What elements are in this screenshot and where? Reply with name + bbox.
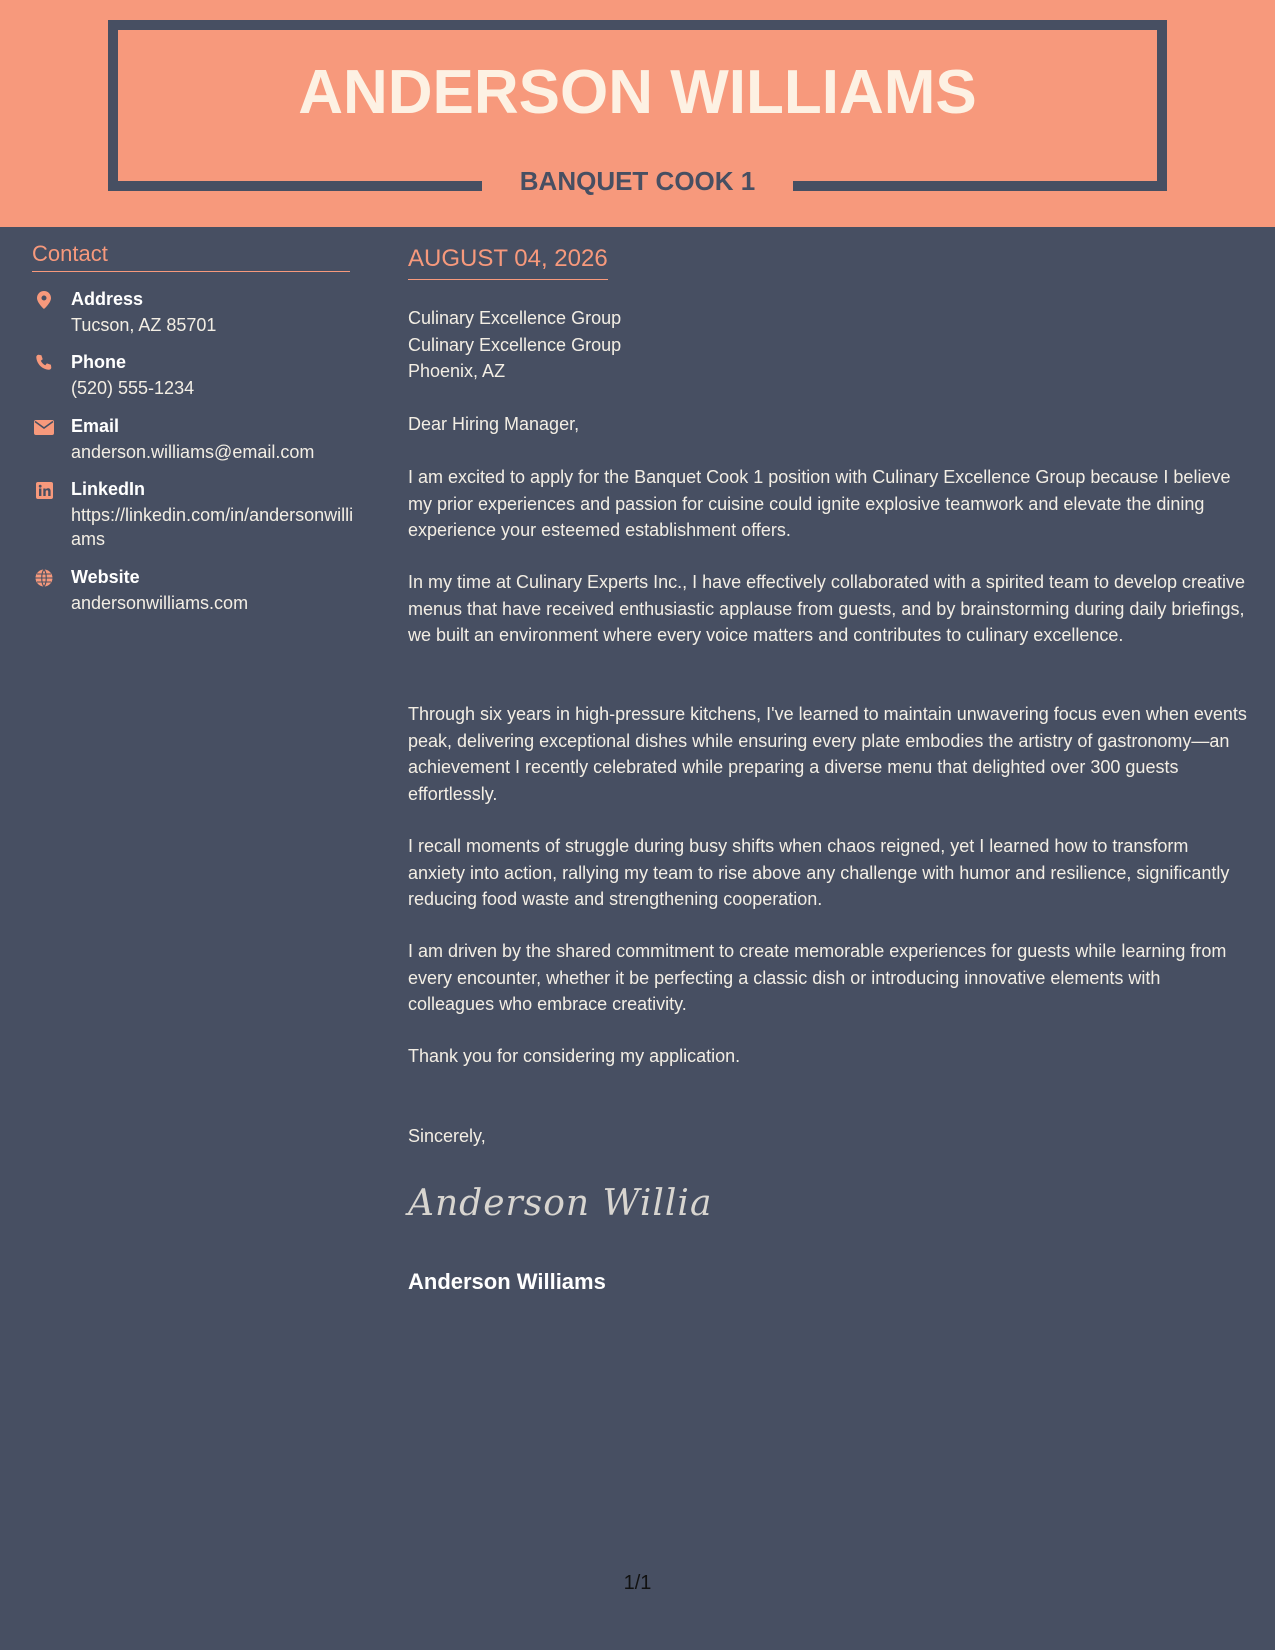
recipient-line: Culinary Excellence Group — [408, 308, 622, 328]
recipient-line: Culinary Excellence Group — [408, 334, 622, 355]
page-number: 1/1 — [623, 1572, 652, 1594]
map-pin-icon — [34, 290, 54, 310]
contact-value: Tucson, AZ 85701 — [71, 315, 217, 335]
contact-label: Website — [71, 567, 140, 587]
contact-label: Email — [71, 416, 120, 436]
contact-value: anderson.williams@email.com — [71, 442, 315, 462]
contact-heading: Contact — [32, 243, 350, 272]
phone-icon — [34, 353, 54, 373]
linkedin-icon — [34, 480, 54, 500]
header-banner — [0, 0, 1275, 227]
closing-note: Thank you for considering my application. — [408, 1046, 741, 1066]
body-paragraph: Through six years in high-pressure kitchens, I've learned to maintain unwavering focus even when events peak, delivering exceptional dishes while ensuring every plate embodies the artistry of gastronomy—an achievement I recently celebrated while preparing a diverse menu that delighted over 300 guests effortlessly. — [408, 704, 1247, 804]
contact-value: andersonwilliams.com — [71, 593, 249, 613]
body-paragraph: I am driven by the shared commitment to create memorable experiences for guests while learning from every encounter, whether it be perfecting a classic dish or introducing innovative elements with colleagues who embrace creativity. — [408, 941, 1227, 1014]
globe-icon — [34, 568, 54, 588]
contact-value: https://linkedin.com/in/andersonwilliams — [71, 505, 354, 549]
body-paragraph: I am excited to apply for the Banquet Cook 1 position with Culinary Excellence Group because I believe my prior experiences and passion for cuisine could ignite explosive teamwork and elevate the dining experience your esteemed establishment offers. — [408, 467, 1231, 540]
email-icon — [34, 417, 54, 437]
letter-date: AUGUST 04, 2026 — [408, 247, 608, 280]
body-paragraph: I recall moments of struggle during busy shifts when chaos reigned, yet I learned how to transform anxiety into action, rallying my team to rise above any challenge with humor and resilience, significantly reducing food waste and strengthening cooperation. — [408, 836, 1230, 909]
contact-label: Address — [71, 289, 144, 309]
contact-label: Phone — [71, 352, 127, 372]
signer-name: Anderson Williams — [408, 1269, 606, 1294]
applicant-name: ANDERSON WILLIAMS — [298, 58, 977, 127]
recipient-block — [408, 305, 621, 385]
contact-label: LinkedIn — [71, 479, 146, 499]
handwritten-signature: Anderson Willia — [408, 1183, 713, 1224]
contact-value: (520) 555-1234 — [71, 378, 195, 398]
recipient-line: Phoenix, AZ — [408, 361, 506, 381]
salutation: Dear Hiring Manager, — [408, 414, 580, 434]
sign-off: Sincerely, — [408, 1126, 486, 1146]
job-title: BANQUET COOK 1 — [519, 166, 756, 196]
body-paragraph: In my time at Culinary Experts Inc., I have effectively collaborated with a spirited team to develop creative menus that have received enthusiastic applause from guests, and by brainstorming during daily briefings, we built an environment where every voice matters and contributes to culinary excellence. — [408, 572, 1246, 645]
